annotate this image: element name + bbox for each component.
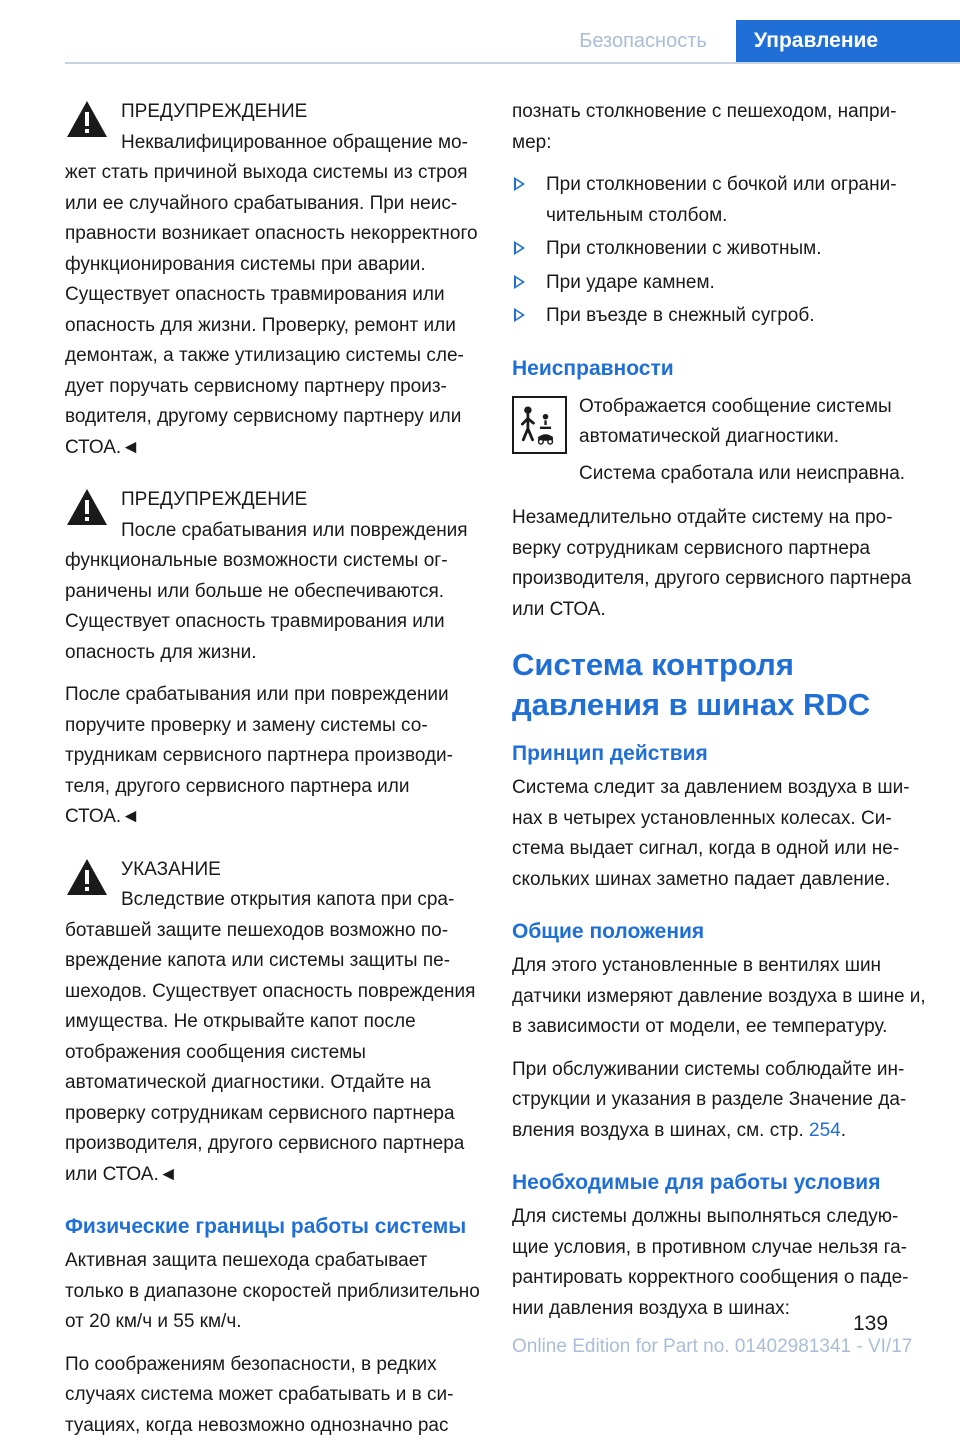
general-paragraph-2: При обслуживании системы соблюдайте инструкции и указания в разделе Значение давления воздуха в шинах, см. стр. 254. [512,1058,907,1141]
general-heading: Общие положения [512,920,705,943]
header-divider [65,62,960,64]
faults-heading: Неисправности [512,356,674,380]
warning-title: ПРЕДУПРЕЖДЕНИЕ [121,101,308,122]
triangle-bullet-icon [514,241,525,255]
triangle-bullet-icon [514,275,525,289]
right-column [512,97,927,1336]
warning-text: После срабатывания или повреждения функциональные возможности системы ограничены или больше не обеспечиваются. Существует опасность травмирования или опасность для жизни. [65,519,468,663]
example-list [512,170,927,332]
warning-triangle-icon [65,487,109,527]
list-item: При столкновении с животным. [512,234,927,265]
page-reference-link[interactable]: 254 [809,1119,841,1141]
warning-text-2: После срабатывания или при повреждении поручите проверку и замену системы сотрудникам сервисного партнера производителя, другого сервисного партнера или СТОА.◄ [65,684,453,827]
limits-paragraph-1: Активная защита пешехода срабатывает только в диапазоне скоростей приблизительно от 20 км/ч и 55 км/ч. [65,1250,480,1332]
fault-message-1: Отображается сообщение системы автоматической диагностики. [579,395,892,447]
edition-footer: Online Edition for Part no. 01402981341 - VI/17 [512,1336,913,1357]
general-paragraph-1: Для этого установленные в вентилях шин датчики измеряют давление воздуха в шине и, в зависимости от модели, ее температуру. [512,955,926,1037]
warning-title: ПРЕДУПРЕЖДЕНИЕ [121,489,308,510]
header-tab-safety[interactable]: Безопасность [579,30,707,52]
continuation-paragraph: познать столкновение с пешеходом, например: [512,101,897,153]
left-column [65,97,485,1453]
principle-heading: Принцип действия [512,742,708,765]
pedestrian-protection-icon [512,396,567,454]
conditions-heading: Необходимые для работы условия [512,1171,881,1194]
warning-triangle-icon [65,99,109,139]
warning-text: Неквалифицированное обращение может стать причиной выхода системы из строя или ее случайного срабатывания. При неисправности возникает опасность некорректного функционирования системы при аварии. Существует опасность травмирования или опасность для жизни. Проверку, ремонт или демонтаж, а также утилизацию системы следует поручать сервисному партнеру производителя, другому сервисному партнеру или СТОА.◄ [65,131,478,458]
warning-block-1 [65,97,485,463]
warning-block-2 [65,485,485,833]
limits-paragraph-2: По соображениям безопасности, в редких случаях система может срабатывать и в ситуациях, когда невозможно однозначно рас [65,1353,454,1436]
conditions-paragraph: Для системы должны выполняться следующие условия, в противном случае нельзя гарантировать корректного сообщения о падении давления воздуха в шинах: [512,1206,909,1319]
list-item: При въезде в снежный сугроб. [512,301,927,332]
fault-paragraph: Незамедлительно отдайте систему на проверку сотрудникам сервисного партнера производителя, другого сервисного партнера или СТОА. [512,507,912,620]
fault-message-block [512,392,927,496]
principle-paragraph: Система следит за давлением воздуха в шинах в четырех установленных колесах. Система выдает сигнал, когда в одной или нескольких шинах заметно падает давление. [512,777,910,890]
page-number: 139 [853,1312,889,1335]
notice-text: Вследствие открытия капота при сработавшей защите пешеходов возможно повреждение капота или системы защиты пешеходов. Существует опасность повреждения имущества. Не открывайте капот после отображения сообщения системы автоматической диагностики. Отдайте на проверку сотрудникам сервисного партнера производителя, другого сервисного партнера или СТОА.◄ [65,889,476,1185]
header-tab-controls[interactable]: Управление [736,20,960,62]
list-item: При ударе камнем. [512,268,927,299]
fault-message-2: Система сработала или неисправна. [579,462,906,484]
warning-triangle-icon [65,857,109,897]
rdc-heading: Система контроля давления в шинах RDC [512,647,871,722]
notice-block [65,855,485,1191]
notice-title: УКАЗАНИЕ [121,858,221,880]
triangle-bullet-icon [514,177,525,191]
triangle-bullet-icon [514,308,525,322]
limits-heading: Физические границы работы системы [65,1215,467,1238]
list-item: При столкновении с бочкой или ограничительным столбом. [512,170,927,231]
